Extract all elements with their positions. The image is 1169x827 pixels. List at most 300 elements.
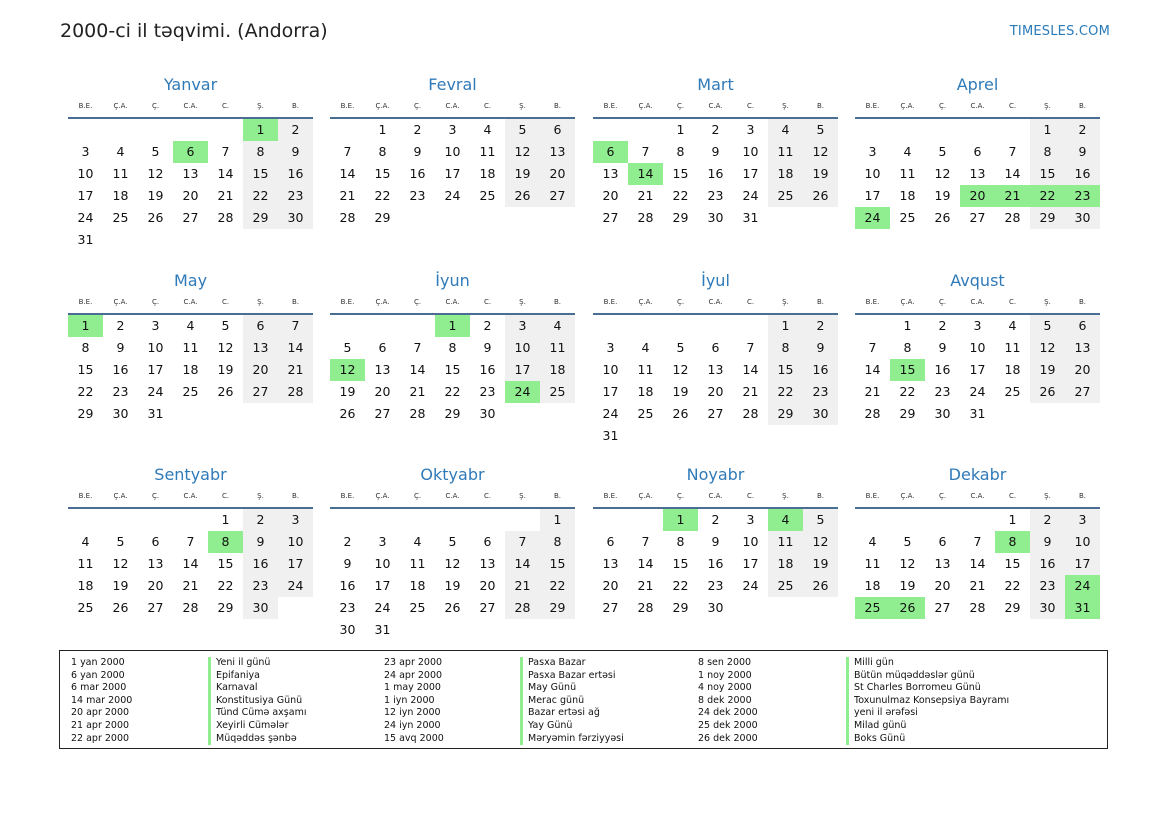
day-cell: 12 xyxy=(672,362,689,377)
day-cell: 9 xyxy=(413,144,422,159)
day-cell: 4 xyxy=(483,122,492,137)
day-cell: 21 xyxy=(637,578,654,593)
day-cell: 30 xyxy=(707,600,724,615)
empty-day-cell xyxy=(138,229,173,251)
weekday-label: Ç.A. xyxy=(375,492,390,500)
day-cell: 22 xyxy=(672,188,689,203)
weekday-label: Ş. xyxy=(519,298,526,306)
empty-day-cell xyxy=(803,597,838,619)
day-cell: 23 xyxy=(707,188,724,203)
weekday-label: Ş. xyxy=(257,102,264,110)
day-cell: 26 xyxy=(672,406,689,421)
day-cell: 6 xyxy=(483,534,492,549)
weekday-label: C.A. xyxy=(183,298,198,306)
day-cell: 31 xyxy=(742,210,759,225)
day-cell: 3 xyxy=(746,122,755,137)
day-cell: 24 xyxy=(742,188,759,203)
weekday-label: B. xyxy=(291,102,300,110)
month-name: Yanvar xyxy=(163,75,218,94)
day-cell: 28 xyxy=(969,600,986,615)
day-cell: 17 xyxy=(505,359,540,381)
weekday-label: Ç. xyxy=(151,492,160,500)
day-cell: 6 xyxy=(606,534,615,549)
day-cell: 3 xyxy=(448,122,457,137)
day-cell: 14 xyxy=(637,556,654,571)
day-cell: 3 xyxy=(746,512,755,527)
weekday-label: C.A. xyxy=(970,102,985,110)
day-cell: 2 xyxy=(711,512,720,527)
day-cell: 12 xyxy=(803,531,838,553)
empty-day-cell xyxy=(505,207,540,229)
day-cell: 1 xyxy=(221,512,230,527)
day-cell: 9 xyxy=(483,340,492,355)
day-grid xyxy=(855,315,1100,425)
day-cell: 19 xyxy=(1030,359,1065,381)
day-cell: 27 xyxy=(182,210,199,225)
day-cell: 8 xyxy=(378,144,387,159)
day-cell: 12 xyxy=(803,141,838,163)
day-cell: 29 xyxy=(217,600,234,615)
day-cell: 17 xyxy=(147,362,164,377)
day-cell: 6 xyxy=(711,340,720,355)
legend-holiday-name: Milad günü xyxy=(846,720,1009,733)
legend-holiday-name: St Charles Borromeu Günü xyxy=(846,682,1009,695)
empty-day-cell xyxy=(593,315,628,337)
empty-day-cell xyxy=(593,509,628,531)
day-cell: 28 xyxy=(637,210,654,225)
weekday-label: Ç. xyxy=(151,298,160,306)
legend-holiday-name: Yeni il günü xyxy=(208,657,306,670)
day-cell: 24 xyxy=(742,578,759,593)
day-cell: 30 xyxy=(707,210,724,225)
day-cell: 27 xyxy=(147,600,164,615)
weekday-label: Ç. xyxy=(938,102,947,110)
weekday-label: Ş. xyxy=(257,492,264,500)
day-cell: 27 xyxy=(243,381,278,403)
day-cell: 13 xyxy=(243,337,278,359)
empty-day-cell xyxy=(470,619,505,641)
day-cell: 4 xyxy=(768,509,803,531)
day-cell: 17 xyxy=(742,166,759,181)
weekday-label: Ç.A. xyxy=(375,102,390,110)
day-cell: 21 xyxy=(278,359,313,381)
day-cell: 27 xyxy=(602,210,619,225)
day-cell: 6 xyxy=(973,144,982,159)
weekday-label: Ç. xyxy=(151,102,160,110)
day-cell: 16 xyxy=(707,166,724,181)
day-cell: 26 xyxy=(147,210,164,225)
day-cell: 25 xyxy=(899,210,916,225)
empty-day-cell xyxy=(925,119,960,141)
day-cell: 8 xyxy=(243,141,278,163)
day-cell: 13 xyxy=(602,166,619,181)
day-cell: 27 xyxy=(969,210,986,225)
day-cell: 27 xyxy=(602,600,619,615)
day-cell: 6 xyxy=(378,340,387,355)
day-cell: 22 xyxy=(77,384,94,399)
day-cell: 30 xyxy=(243,597,278,619)
weekday-label: Ç. xyxy=(676,298,685,306)
legend-holiday-name: Konstitusiya Günü xyxy=(208,695,306,708)
month-name: Aprel xyxy=(956,75,999,94)
day-cell: 15 xyxy=(768,359,803,381)
empty-day-cell xyxy=(995,119,1030,141)
day-cell: 12 xyxy=(147,166,164,181)
day-cell: 5 xyxy=(505,119,540,141)
weekday-label: Ş. xyxy=(519,102,526,110)
brand-link[interactable]: TIMESLES.COM xyxy=(1009,24,1110,39)
month-dekabr xyxy=(855,463,1100,619)
day-cell: 14 xyxy=(182,556,199,571)
day-cell: 3 xyxy=(505,315,540,337)
day-cell: 2 xyxy=(116,318,125,333)
day-cell: 9 xyxy=(938,340,947,355)
empty-day-cell xyxy=(768,425,803,447)
empty-day-cell xyxy=(698,315,733,337)
weekday-label: Ş. xyxy=(1044,298,1051,306)
empty-day-cell xyxy=(505,619,540,641)
day-cell: 30 xyxy=(934,406,951,421)
day-cell: 10 xyxy=(969,340,986,355)
weekday-label: B. xyxy=(553,492,562,500)
day-cell: 31 xyxy=(374,622,391,637)
day-cell: 24 xyxy=(855,207,890,229)
weekday-header xyxy=(330,487,575,509)
day-cell: 20 xyxy=(147,578,164,593)
day-cell: 8 xyxy=(676,534,685,549)
day-cell: 3 xyxy=(973,318,982,333)
day-cell: 25 xyxy=(768,575,803,597)
day-cell: 28 xyxy=(505,597,540,619)
empty-day-cell xyxy=(278,403,313,425)
day-cell: 31 xyxy=(1065,597,1100,619)
day-cell: 14 xyxy=(505,553,540,575)
day-cell: 15 xyxy=(672,166,689,181)
day-cell: 17 xyxy=(374,578,391,593)
day-cell: 15 xyxy=(1030,163,1065,185)
day-cell: 9 xyxy=(1065,141,1100,163)
day-cell: 25 xyxy=(768,185,803,207)
empty-day-cell xyxy=(768,207,803,229)
day-cell: 8 xyxy=(1030,141,1065,163)
day-cell: 25 xyxy=(182,384,199,399)
weekday-label: C. xyxy=(1008,492,1017,500)
weekday-label: B. xyxy=(1078,298,1087,306)
weekday-label: Ç. xyxy=(413,102,422,110)
day-cell: 5 xyxy=(343,340,352,355)
day-cell: 13 xyxy=(1065,337,1100,359)
day-cell: 19 xyxy=(803,553,838,575)
month-name: Mart xyxy=(697,75,734,94)
empty-day-cell xyxy=(243,403,278,425)
day-cell: 26 xyxy=(339,406,356,421)
legend-dates-column xyxy=(698,657,758,745)
day-cell: 1 xyxy=(435,315,470,337)
day-cell: 11 xyxy=(77,556,94,571)
empty-day-cell xyxy=(435,207,470,229)
day-cell: 16 xyxy=(934,362,951,377)
empty-day-cell xyxy=(330,509,365,531)
day-cell: 25 xyxy=(77,600,94,615)
empty-day-cell xyxy=(698,425,733,447)
day-cell: 7 xyxy=(186,534,195,549)
day-cell: 21 xyxy=(637,188,654,203)
day-cell: 15 xyxy=(243,163,278,185)
month-yanvar xyxy=(68,73,313,251)
day-cell: 24 xyxy=(77,210,94,225)
legend-holiday-name: Toxunulmaz Konsepsiya Bayramı xyxy=(846,695,1009,708)
day-cell: 4 xyxy=(186,318,195,333)
weekday-label: Ş. xyxy=(782,102,789,110)
day-cell: 5 xyxy=(676,340,685,355)
weekday-label: B.E. xyxy=(78,298,93,306)
day-cell: 12 xyxy=(934,166,951,181)
empty-day-cell xyxy=(365,315,400,337)
weekday-label: Ç. xyxy=(676,492,685,500)
month-may xyxy=(68,269,313,425)
weekday-label: B.E. xyxy=(603,102,618,110)
weekday-label: Ş. xyxy=(519,492,526,500)
weekday-label: Ç. xyxy=(413,298,422,306)
day-cell: 18 xyxy=(768,163,803,185)
empty-day-cell xyxy=(505,509,540,531)
day-cell: 23 xyxy=(707,578,724,593)
day-cell: 25 xyxy=(409,600,426,615)
weekday-label: C.A. xyxy=(445,102,460,110)
day-cell: 5 xyxy=(803,119,838,141)
day-cell: 26 xyxy=(505,185,540,207)
day-cell: 2 xyxy=(413,122,422,137)
day-cell: 7 xyxy=(973,534,982,549)
legend-date: 25 dek 2000 xyxy=(698,719,758,731)
day-cell: 29 xyxy=(444,406,461,421)
day-cell: 18 xyxy=(1004,362,1021,377)
empty-day-cell xyxy=(890,509,925,531)
day-cell: 24 xyxy=(444,188,461,203)
day-cell: 3 xyxy=(1065,509,1100,531)
day-cell: 1 xyxy=(540,509,575,531)
day-cell: 4 xyxy=(868,534,877,549)
weekday-label: B.E. xyxy=(603,492,618,500)
empty-day-cell xyxy=(593,119,628,141)
weekday-label: Ş. xyxy=(782,492,789,500)
month-i̇yun xyxy=(330,269,575,425)
weekday-label: Ç. xyxy=(413,492,422,500)
day-grid xyxy=(593,315,838,447)
day-cell: 6 xyxy=(1065,315,1100,337)
day-cell: 14 xyxy=(969,556,986,571)
day-cell: 26 xyxy=(112,600,129,615)
day-cell: 18 xyxy=(637,384,654,399)
day-cell: 22 xyxy=(768,381,803,403)
legend-dates-column xyxy=(71,657,132,745)
day-cell: 26 xyxy=(803,185,838,207)
day-cell: 29 xyxy=(1030,207,1065,229)
day-cell: 20 xyxy=(182,188,199,203)
legend-holiday-name: Boks Günü xyxy=(846,733,1009,746)
day-cell: 20 xyxy=(960,185,995,207)
legend-date: 1 may 2000 xyxy=(384,682,441,694)
day-cell: 24 xyxy=(505,381,540,403)
day-cell: 25 xyxy=(540,381,575,403)
day-cell: 10 xyxy=(742,534,759,549)
weekday-header xyxy=(855,487,1100,509)
empty-day-cell xyxy=(243,229,278,251)
day-cell: 31 xyxy=(77,232,94,247)
empty-day-cell xyxy=(890,119,925,141)
day-cell: 23 xyxy=(112,384,129,399)
day-cell: 3 xyxy=(81,144,90,159)
day-cell: 2 xyxy=(1030,509,1065,531)
day-cell: 13 xyxy=(602,556,619,571)
day-cell: 10 xyxy=(278,531,313,553)
day-cell: 11 xyxy=(1004,340,1021,355)
day-cell: 21 xyxy=(217,188,234,203)
weekday-label: Ç. xyxy=(676,102,685,110)
day-cell: 8 xyxy=(81,340,90,355)
empty-day-cell xyxy=(400,207,435,229)
day-cell: 1 xyxy=(1030,119,1065,141)
day-cell: 25 xyxy=(1004,384,1021,399)
day-cell: 2 xyxy=(803,315,838,337)
weekday-label: Ç.A. xyxy=(113,102,128,110)
month-name: Oktyabr xyxy=(420,465,485,484)
day-cell: 10 xyxy=(742,144,759,159)
empty-day-cell xyxy=(400,619,435,641)
weekday-label: Ş. xyxy=(257,298,264,306)
empty-day-cell xyxy=(173,119,208,141)
day-cell: 30 xyxy=(278,207,313,229)
day-cell: 4 xyxy=(903,144,912,159)
weekday-label: C.A. xyxy=(970,492,985,500)
day-cell: 2 xyxy=(483,318,492,333)
day-cell: 11 xyxy=(182,340,199,355)
legend-date: 26 dek 2000 xyxy=(698,732,758,744)
day-cell: 22 xyxy=(374,188,391,203)
day-cell: 3 xyxy=(278,509,313,531)
empty-day-cell xyxy=(365,509,400,531)
day-cell: 1 xyxy=(903,318,912,333)
day-cell: 27 xyxy=(374,406,391,421)
weekday-label: C.A. xyxy=(183,492,198,500)
day-cell: 20 xyxy=(602,578,619,593)
weekday-label: C. xyxy=(221,492,230,500)
day-cell: 21 xyxy=(505,575,540,597)
legend-holiday-name: Merac günü xyxy=(520,695,624,708)
empty-day-cell xyxy=(733,315,768,337)
day-cell: 16 xyxy=(707,556,724,571)
month-sentyabr xyxy=(68,463,313,619)
day-cell: 30 xyxy=(112,406,129,421)
day-cell: 18 xyxy=(540,359,575,381)
day-cell: 31 xyxy=(602,428,619,443)
day-cell: 29 xyxy=(77,406,94,421)
day-cell: 23 xyxy=(339,600,356,615)
day-cell: 22 xyxy=(899,384,916,399)
empty-day-cell xyxy=(505,403,540,425)
day-cell: 28 xyxy=(339,210,356,225)
day-cell: 2 xyxy=(243,509,278,531)
day-cell: 14 xyxy=(864,362,881,377)
legend-date: 1 yan 2000 xyxy=(71,657,125,668)
day-cell: 9 xyxy=(1030,531,1065,553)
empty-day-cell xyxy=(330,315,365,337)
day-cell: 20 xyxy=(479,578,496,593)
empty-day-cell xyxy=(925,509,960,531)
month-name: Fevral xyxy=(428,75,477,94)
day-cell: 24 xyxy=(1065,575,1100,597)
day-cell: 17 xyxy=(969,362,986,377)
day-cell: 28 xyxy=(409,406,426,421)
day-cell: 31 xyxy=(969,406,986,421)
legend-date: 23 apr 2000 xyxy=(384,657,443,668)
day-cell: 12 xyxy=(217,340,234,355)
day-grid xyxy=(68,509,313,619)
day-cell: 23 xyxy=(278,185,313,207)
day-cell: 18 xyxy=(112,188,129,203)
day-cell: 14 xyxy=(1004,166,1021,181)
day-cell: 4 xyxy=(81,534,90,549)
day-grid xyxy=(68,315,313,425)
day-cell: 9 xyxy=(278,141,313,163)
day-cell: 11 xyxy=(864,556,881,571)
day-cell: 15 xyxy=(217,556,234,571)
weekday-label: B. xyxy=(291,492,300,500)
day-cell: 17 xyxy=(742,556,759,571)
day-cell: 1 xyxy=(243,119,278,141)
day-cell: 22 xyxy=(444,384,461,399)
day-cell: 2 xyxy=(1065,119,1100,141)
legend-holiday-name: May Günü xyxy=(520,682,624,695)
day-cell: 5 xyxy=(1030,315,1065,337)
empty-day-cell xyxy=(995,403,1030,425)
month-aprel xyxy=(855,73,1100,229)
day-cell: 4 xyxy=(413,534,422,549)
weekday-label: C. xyxy=(483,102,492,110)
day-grid xyxy=(330,119,575,229)
weekday-header xyxy=(68,293,313,315)
empty-day-cell xyxy=(435,619,470,641)
day-cell: 11 xyxy=(479,144,496,159)
weekday-label: B.E. xyxy=(865,102,880,110)
legend-holiday-name: Pasxa Bazar ertəsi xyxy=(520,670,624,683)
empty-day-cell xyxy=(960,119,995,141)
weekday-label: Ç. xyxy=(938,298,947,306)
day-cell: 21 xyxy=(864,384,881,399)
day-cell: 3 xyxy=(378,534,387,549)
legend-holiday-name: Tünd Cümə axşamı xyxy=(208,707,306,720)
day-cell: 24 xyxy=(602,406,619,421)
day-cell: 19 xyxy=(444,578,461,593)
day-cell: 14 xyxy=(339,166,356,181)
day-grid xyxy=(593,509,838,619)
day-cell: 20 xyxy=(243,359,278,381)
empty-day-cell xyxy=(435,509,470,531)
empty-day-cell xyxy=(628,509,663,531)
empty-day-cell xyxy=(733,597,768,619)
day-cell: 6 xyxy=(593,141,628,163)
legend-dates-column xyxy=(384,657,444,745)
day-cell: 26 xyxy=(934,210,951,225)
day-cell: 1 xyxy=(768,315,803,337)
day-cell: 23 xyxy=(479,384,496,399)
weekday-label: B.E. xyxy=(78,492,93,500)
day-grid xyxy=(855,119,1100,229)
empty-day-cell xyxy=(1030,403,1065,425)
empty-day-cell xyxy=(278,597,313,619)
weekday-label: Ç.A. xyxy=(638,102,653,110)
weekday-label: C.A. xyxy=(183,102,198,110)
